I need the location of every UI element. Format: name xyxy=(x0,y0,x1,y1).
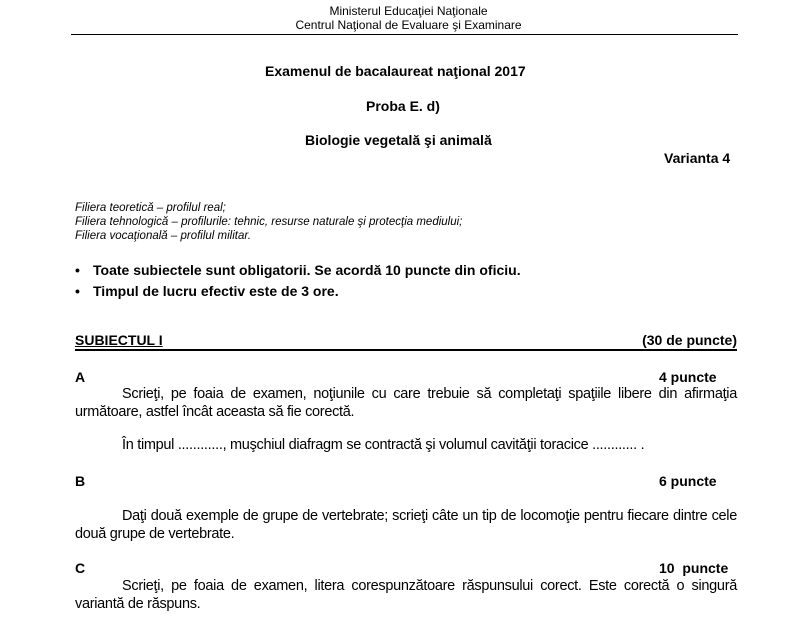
section-c-label: C xyxy=(75,560,86,576)
section-c-instruction: Scrieţi, pe foaia de examen, litera corespunzătoare răspunsului corect. Este corectă o singură variantă de răspuns. xyxy=(75,578,737,612)
exam-title: Examenul de bacalaureat naţional 2017 xyxy=(265,63,526,79)
section-b-instruction: Daţi două exemple de grupe de vertebrate; scrieţi câte un tip de locomoţie pentru fiecare dintre cele două grupe de vertebrate. xyxy=(75,508,737,542)
filiera-line: Filiera tehnologică – profilurile: tehnic, resurse naturale şi protecţia mediului; xyxy=(75,216,463,228)
subiect-title: SUBIECTUL I xyxy=(75,332,163,348)
ministry-name: Ministerul Educaţiei Naţionale xyxy=(329,4,488,18)
section-a-label: A xyxy=(75,369,86,385)
bullet-text: Timpul de lucru efectiv este de 3 ore. xyxy=(93,283,339,299)
section-a-instruction: Scrieţi, pe foaia de examen, noţiunile cu care trebuie să completaţi spaţiile libere din afirmaţia următoare, astfel încât aceasta să fie corectă. xyxy=(75,386,737,420)
subject-title: Biologie vegetală şi animală xyxy=(305,132,492,148)
section-a-points: 4 puncte xyxy=(659,369,717,385)
bullet-icon: • xyxy=(75,262,80,278)
center-name: Centrul Naţional de Evaluare şi Examinare xyxy=(295,18,522,32)
subiect-points: (30 de puncte) xyxy=(642,332,737,348)
section-b-points: 6 puncte xyxy=(659,473,717,489)
section-c-points: 10 puncte xyxy=(659,560,729,576)
section-a-statement: În timpul ............, muşchiul diafragm se contractă şi volumul cavităţii toracice ............ . xyxy=(122,437,645,453)
subiect-header xyxy=(75,333,737,351)
proba-title: Proba E. d) xyxy=(366,98,440,114)
bullet-text: Toate subiectele sunt obligatorii. Se acordă 10 puncte din oficiu. xyxy=(93,262,521,278)
section-b-label: B xyxy=(75,473,86,489)
instruction-bullet xyxy=(75,283,339,299)
variant-label: Varianta 4 xyxy=(664,150,731,166)
filiera-line: Filiera vocaţională – profilul militar. xyxy=(75,230,251,242)
filiera-line: Filiera teoretică – profilul real; xyxy=(75,202,226,214)
bullet-icon: • xyxy=(75,283,80,299)
header-rule xyxy=(71,34,738,35)
instruction-bullet xyxy=(75,262,521,278)
